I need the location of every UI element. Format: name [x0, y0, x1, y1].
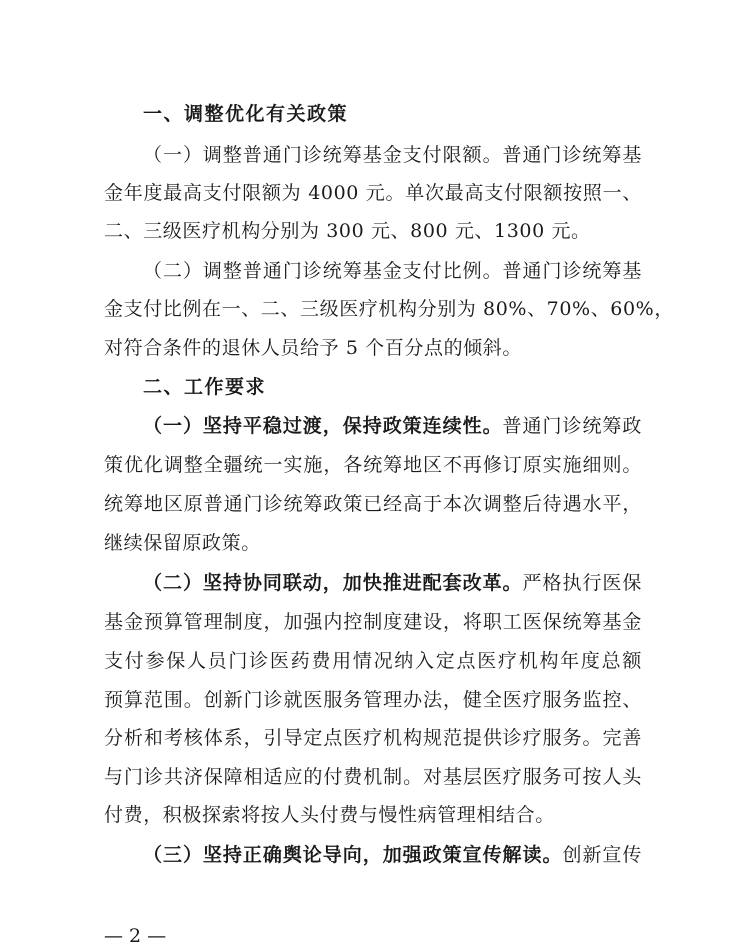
s2-para2-line7: 付费，积极探索将按人头付费与慢性病管理相结合。 — [104, 804, 555, 826]
s2-para2-line1 — [143, 568, 642, 595]
s2-para2-line5: 分析和考核体系，引导定点医疗机构规范提供诊疗服务。完善 — [104, 727, 642, 749]
s2-para1-line1 — [143, 411, 642, 438]
s2-para3-lead: （三）坚持正确舆论导向，加强政策宣传解读。 — [143, 844, 563, 866]
section-1-heading: 一、调整优化有关政策 — [143, 103, 349, 125]
s2-para1-line1-rest: 普通门诊统筹政 — [502, 415, 642, 437]
page-number: — 2 — — [104, 925, 167, 947]
s1-para1-line2: 金年度最高支付限额为 4000 元。单次最高支付限额按照一、 — [104, 182, 642, 204]
s2-para1-lead: （一）坚持平稳过渡，保持政策连续性。 — [143, 415, 503, 437]
s1-para1-line1: （一）调整普通门诊统筹基金支付限额。普通门诊统筹基 — [143, 144, 642, 166]
s2-para2-line1-rest: 严格执行医保 — [522, 572, 642, 594]
s2-para1-line2: 策优化调整全疆统一实施，各统筹地区不再修订原实施细则。 — [104, 454, 642, 476]
section-2-heading: 二、工作要求 — [143, 376, 267, 398]
s2-para3-line1 — [143, 840, 642, 867]
s1-para2-line1: （二）调整普通门诊统筹基金支付比例。普通门诊统筹基 — [143, 260, 642, 282]
s1-para2-line2: 金支付比例在一、二、三级医疗机构分别为 80%、70%、60%， — [104, 298, 674, 320]
s2-para2-line3: 支付参保人员门诊医药费用情况纳入定点医疗机构年度总额 — [104, 650, 642, 672]
s1-para2-line3: 对符合条件的退休人员给予 5 个百分点的倾斜。 — [104, 337, 522, 359]
s2-para3-line1-rest: 创新宣传 — [562, 844, 642, 866]
s2-para2-line4: 预算范围。创新门诊就医服务管理办法，健全医疗服务监控、 — [104, 689, 642, 711]
s2-para1-line4: 继续保留原政策。 — [104, 532, 261, 554]
s2-para2-line2: 基金预算管理制度，加强内控制度建设，将职工医保统筹基金 — [104, 611, 642, 633]
s1-para1-line3: 二、三级医疗机构分别为 300 元、800 元、1300 元。 — [104, 220, 591, 242]
s2-para2-line6: 与门诊共济保障相适应的付费机制。对基层医疗服务可按人头 — [104, 766, 642, 788]
s2-para1-line3: 统筹地区原普通门诊统筹政策已经高于本次调整后待遇水平， — [104, 493, 642, 515]
s2-para2-lead: （二）坚持协同联动，加快推进配套改革。 — [143, 572, 523, 594]
